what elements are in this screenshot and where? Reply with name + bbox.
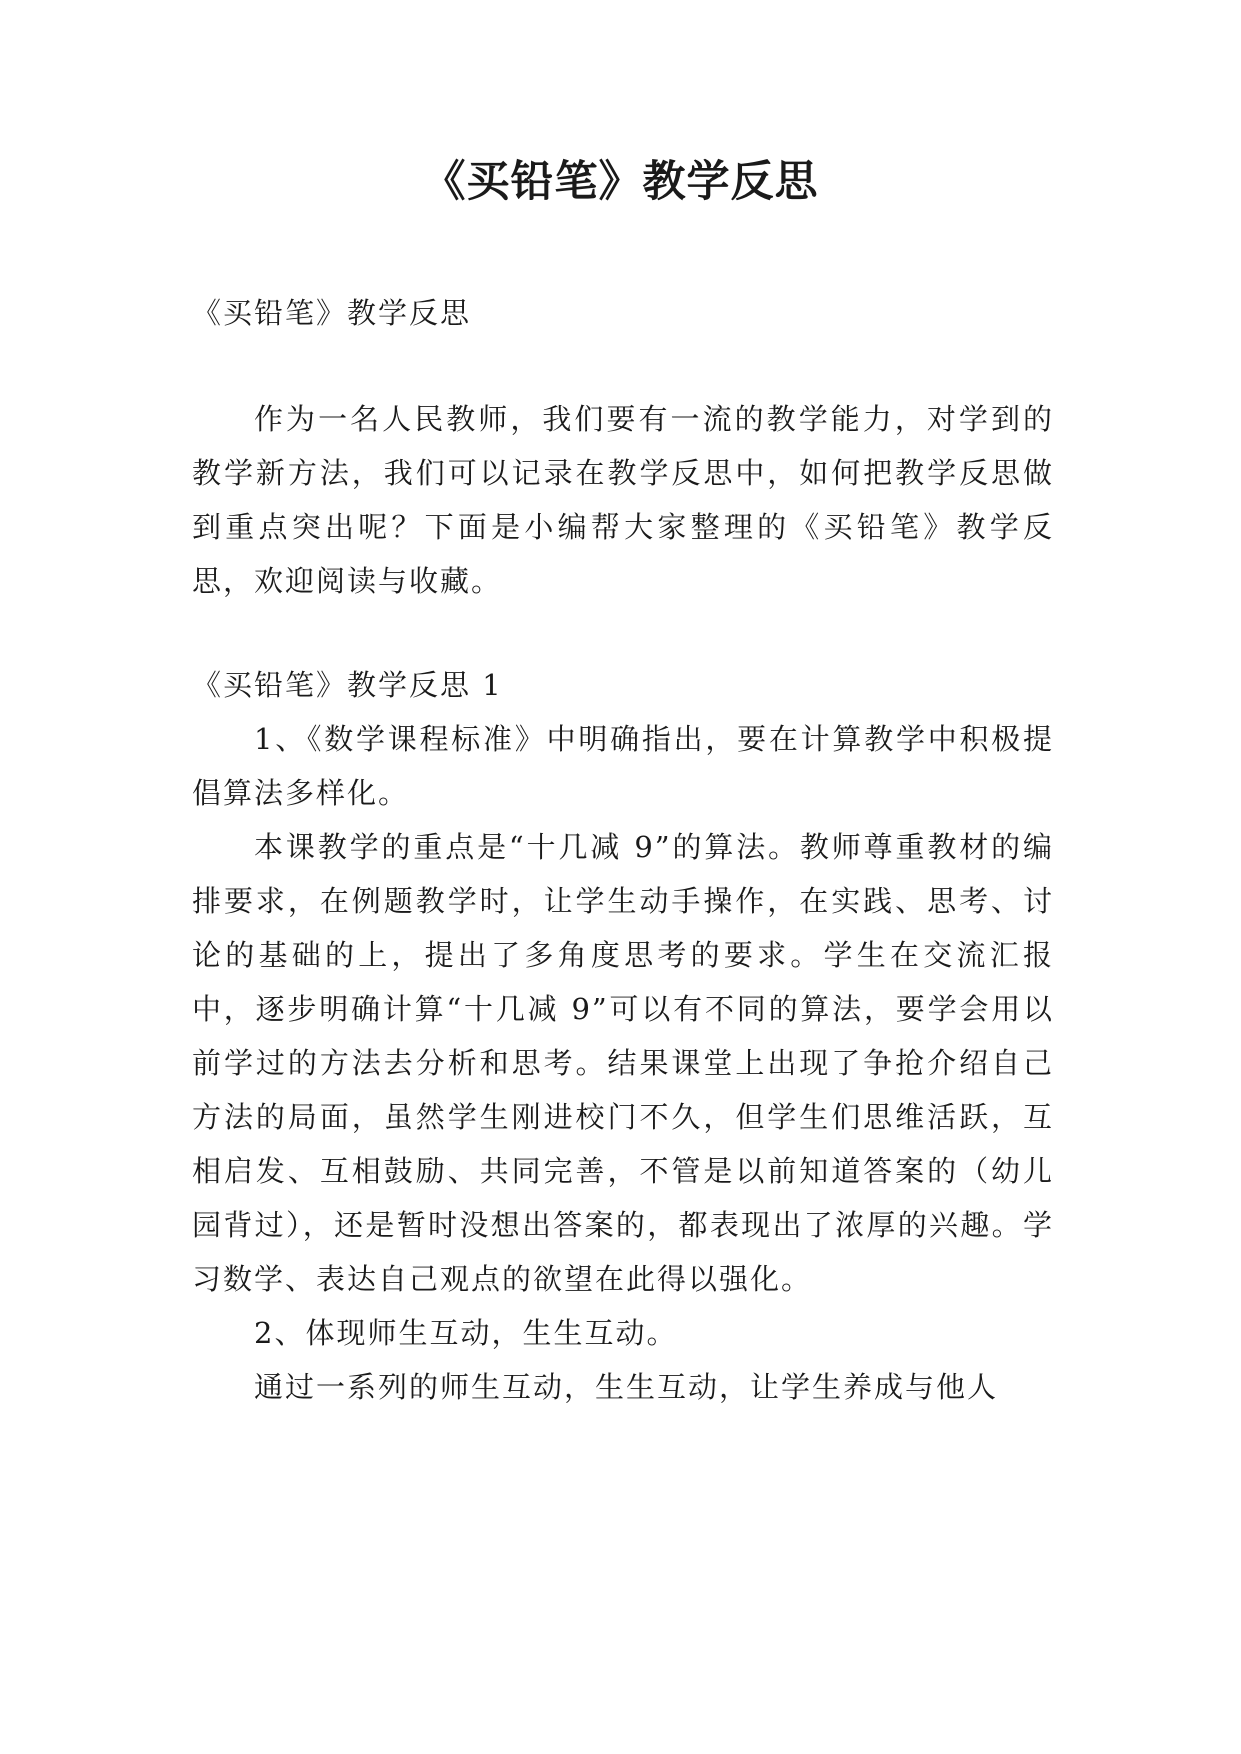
spacer	[192, 608, 1054, 658]
spacer	[192, 340, 1054, 392]
point-1-heading: 1、《数学课程标准》中明确指出，要在计算教学中积极提倡算法多样化。	[192, 722, 1054, 810]
document-title: 《买铅笔》教学反思	[422, 157, 819, 207]
document-subtitle: 《买铅笔》教学反思	[192, 296, 472, 330]
intro-paragraph: 作为一名人民教师，我们要有一流的教学能力，对学到的教学新方法，我们可以记录在教学反思中，如何把教学反思做到重点突出呢？下面是小编帮大家整理的《买铅笔》教学反思，欢迎阅读与收藏。	[192, 402, 1054, 598]
point-2-body: 通过一系列的师生互动，生生互动，让学生养成与他人	[254, 1370, 999, 1404]
point-1-body: 本课教学的重点是“十几减 9”的算法。教师尊重教材的编排要求，在例题教学时，让学生动手操作，在实践、思考、讨论的基础的上，提出了多角度思考的要求。学生在交流汇报中，逐步明确计算“十几减 9”可以有不同的算法，要学会用以前学过的方法去分析和思考。结果课堂上出现了争抢介绍自己方法的局面，虽然学生刚进校门不久，但学生们思维活跃，互相启发、互相鼓励、共同完善，不管是以前知道答案的（幼儿园背过），还是暂时没想出答案的，都表现出了浓厚的兴趣。学习数学、表达自己观点的欲望在此得以强化。	[192, 830, 1054, 1296]
point-2-heading: 2、体现师生互动，生生互动。	[254, 1316, 678, 1350]
document-body	[192, 286, 1054, 1414]
section-heading: 《买铅笔》教学反思 1	[192, 668, 503, 702]
